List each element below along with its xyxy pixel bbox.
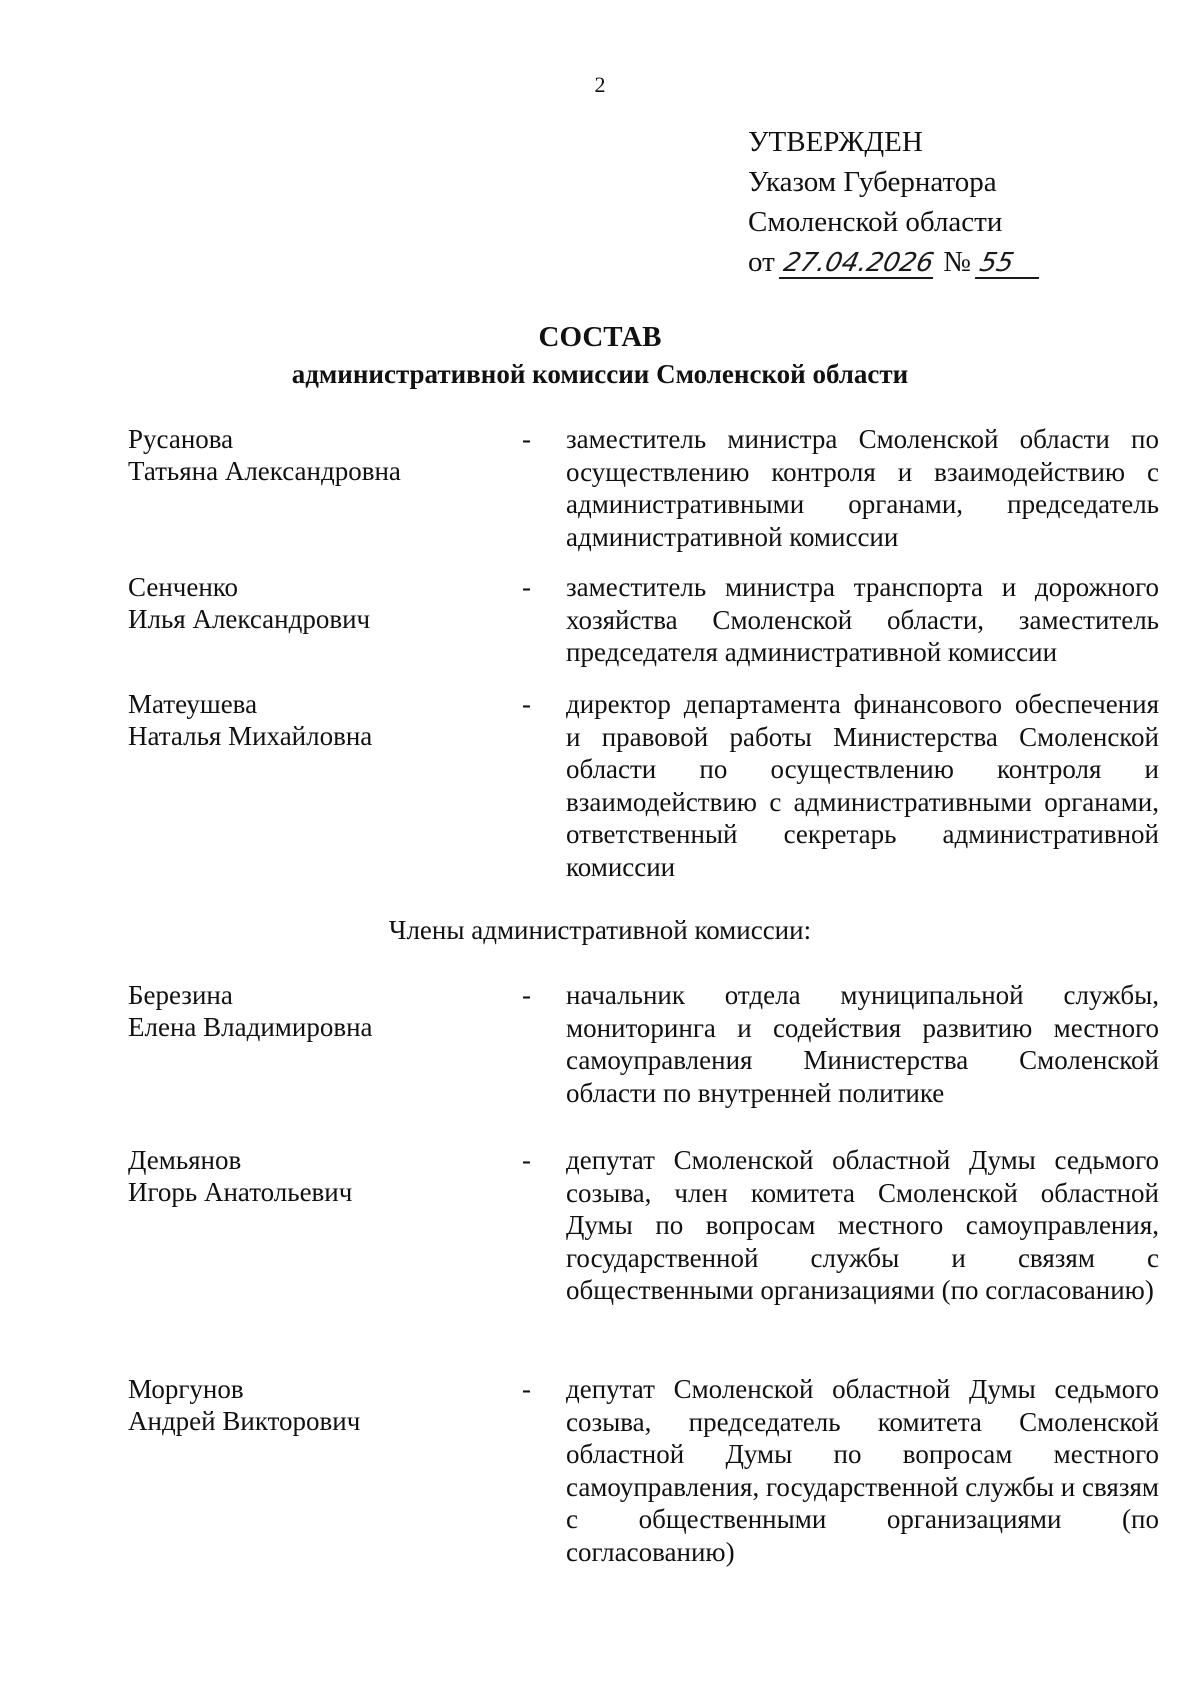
person-surname: Русанова [128, 424, 234, 454]
person-position: директор департамента финансового обеспечения и правовой работы Министерства Смоленской области по осуществлению контроля и взаимодействию с административными органами, ответственный секретарь административной комиссии [566, 689, 1159, 882]
entry-dash: - [522, 689, 531, 719]
title-main: СОСТАВ [538, 321, 662, 353]
person-surname: Матеушева [128, 689, 258, 719]
person-given-names: Наталья Михайловна [128, 721, 373, 751]
person-name [128, 688, 372, 752]
person-position: начальник отдела муниципальной службы, мониторинга и содействия развитию местного самоуправления Министерства Смоленской области по внутренней политике [566, 980, 1159, 1108]
person-given-names: Татьяна Александровна [128, 456, 401, 486]
page-number: 2 [594, 72, 606, 97]
person-position: депутат Смоленской областной Думы седьмого созыва, председатель комитета Смоленской областной Думы по вопросам местного самоуправления, государственной службы и связям с общественными организациями (по согласованию) [566, 1374, 1159, 1567]
approval-line-approved: УТВЕРЖДЕН [748, 126, 923, 158]
entry-dash: - [522, 1145, 531, 1175]
document-title [0, 318, 1200, 392]
approval-number-label: № [943, 246, 971, 278]
person-surname: Демьянов [128, 1145, 242, 1175]
approval-stamp [748, 122, 1042, 282]
approval-line-region: Смоленской области [748, 206, 1003, 238]
members-heading: Члены административной комиссии: [388, 915, 812, 945]
handwritten-date: 27.04.2026 [779, 249, 939, 279]
person-position: депутат Смоленской областной Думы седьмого созыва, член комитета Смоленской областной Думы по вопросам местного самоуправления, государственной службы и связям с общественными организациями (по согласованию) [566, 1145, 1159, 1305]
approval-date-line [748, 242, 1042, 282]
approval-date-prefix: от [748, 246, 775, 278]
person-surname: Березина [128, 980, 233, 1010]
person-given-names: Елена Владимировна [128, 1012, 373, 1042]
person-position: заместитель министра транспорта и дорожного хозяйства Смоленской области, заместитель председателя административной комиссии [566, 572, 1159, 667]
handwritten-number: 55 [975, 249, 1045, 279]
person-position: заместитель министра Смоленской области по осуществлению контроля и взаимодействию с административными органами, председатель административной комиссии [566, 424, 1159, 552]
person-given-names: Илья Александрович [128, 604, 371, 634]
approval-line-decree: Указом Губернатора [748, 166, 997, 198]
person-name [128, 571, 370, 635]
entry-dash: - [522, 1374, 531, 1404]
person-name [128, 979, 373, 1043]
person-given-names: Андрей Викторович [128, 1406, 361, 1436]
entry-dash: - [522, 572, 531, 602]
title-subtitle: административной комиссии Смоленской области [291, 359, 909, 389]
entry-dash: - [522, 424, 531, 454]
person-surname: Сенченко [128, 572, 239, 602]
person-surname: Моргунов [128, 1374, 244, 1404]
person-given-names: Игорь Анатольевич [128, 1177, 353, 1207]
person-name [128, 423, 401, 487]
entry-dash: - [522, 980, 531, 1010]
person-name [128, 1373, 360, 1437]
person-name [128, 1144, 352, 1208]
